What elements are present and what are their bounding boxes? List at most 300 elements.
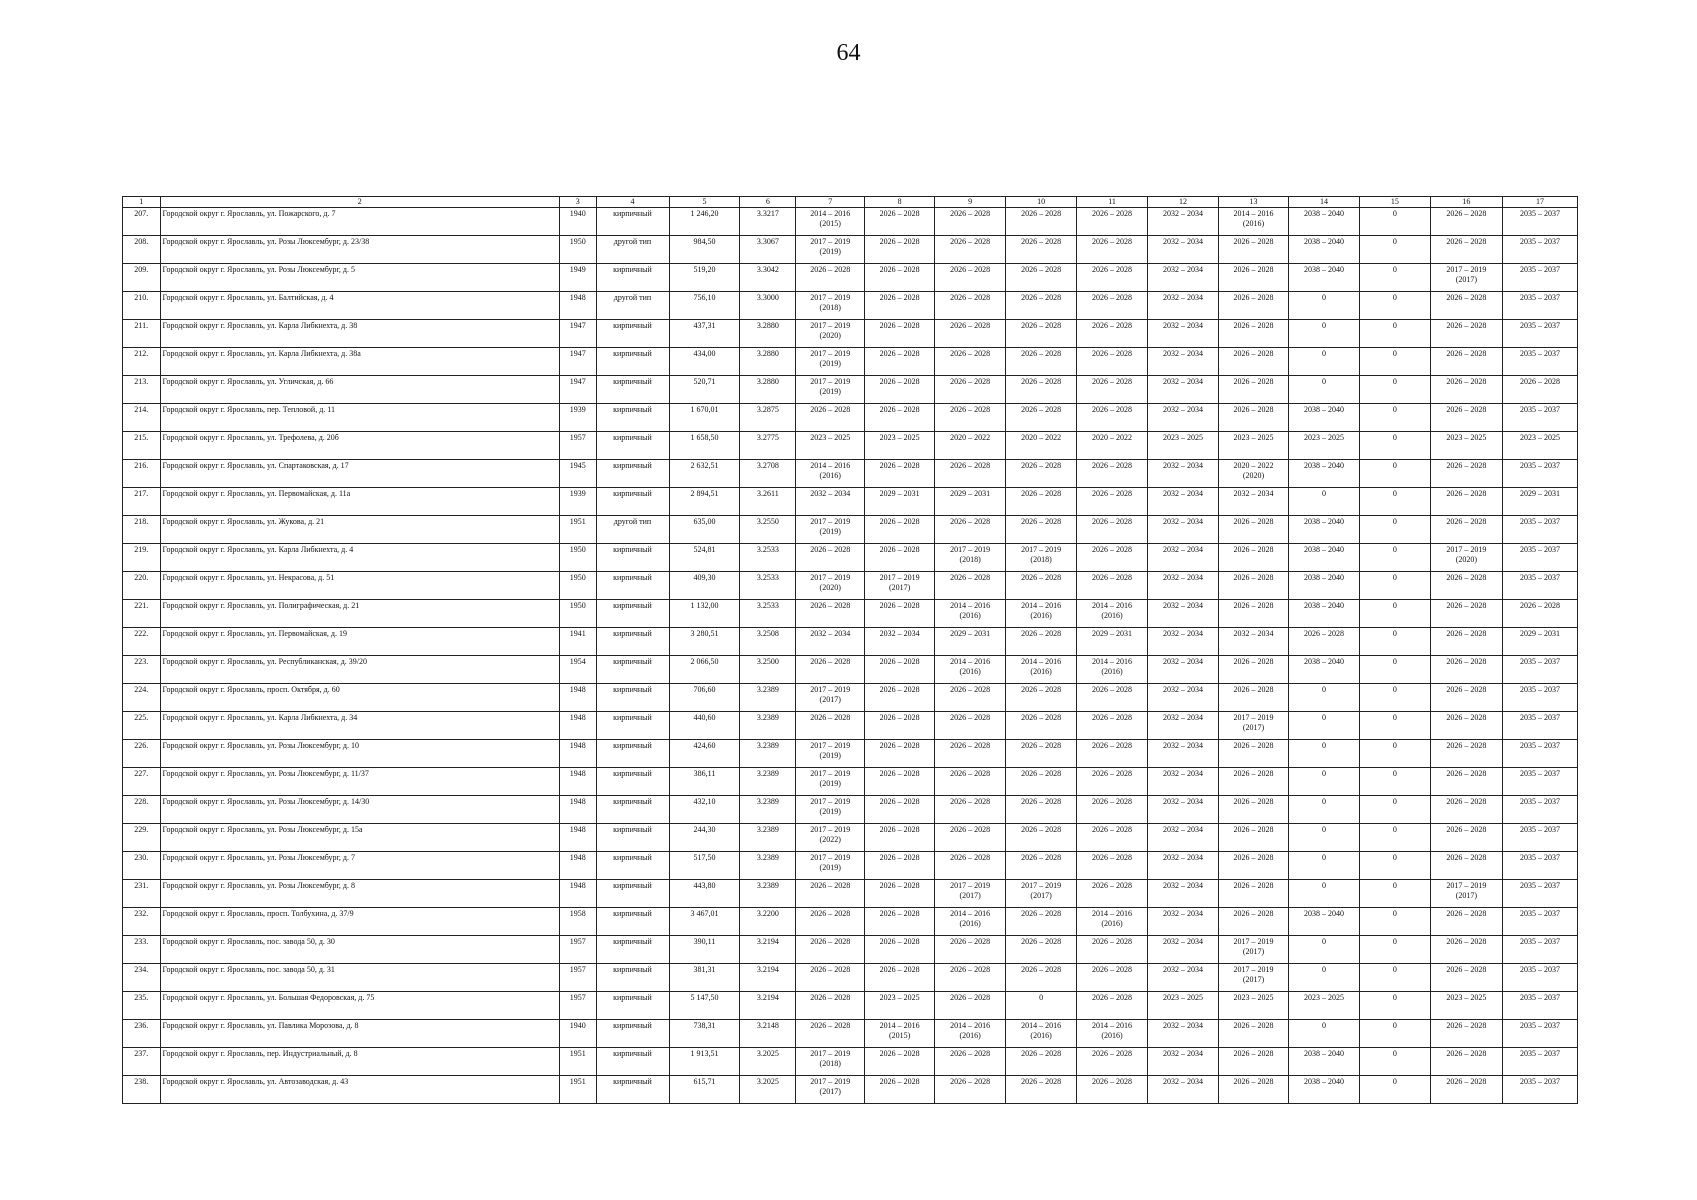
table-cell: 3.2389: [740, 712, 796, 740]
table-cell: 217.: [123, 488, 161, 516]
table-cell: 1950: [560, 544, 597, 572]
table-cell: 0: [1359, 572, 1430, 600]
table-cell: 0: [1288, 796, 1359, 824]
table-cell: 2026 – 2028: [865, 516, 935, 544]
table-row: [123, 852, 1578, 880]
table-cell: 0: [1359, 628, 1430, 656]
table-cell: 2026 – 2028: [865, 852, 935, 880]
table-cell: 2023 – 2025: [1148, 432, 1219, 460]
table-cell: 2026 – 2028: [1006, 796, 1077, 824]
table-cell: 2017 – 2019 (2017): [1219, 936, 1289, 964]
table-cell: 2026 – 2028: [796, 936, 865, 964]
table-cell: 2026 – 2028: [935, 768, 1006, 796]
table-cell: 2032 – 2034: [1148, 852, 1219, 880]
table-cell: 2 632,51: [669, 460, 740, 488]
table-cell: 0: [1359, 320, 1430, 348]
table-cell: 0: [1359, 600, 1430, 628]
table-cell: 2026 – 2028: [865, 684, 935, 712]
table-cell: 2035 – 2037: [1502, 964, 1577, 992]
table-cell: 2017 – 2019 (2019): [796, 796, 865, 824]
table-cell: 386,11: [669, 768, 740, 796]
table-cell: 2026 – 2028: [1430, 628, 1502, 656]
table-cell: 0: [1359, 908, 1430, 936]
table-row: [123, 572, 1578, 600]
table-cell: 2026 – 2028: [1077, 404, 1148, 432]
table-cell: 2023 – 2025: [1219, 432, 1289, 460]
table-row: [123, 292, 1578, 320]
table-cell: 2035 – 2037: [1502, 404, 1577, 432]
table-cell: Городской округ г. Ярославль, ул. Павлика Морозова, д. 8: [160, 1020, 559, 1048]
table-cell: 0: [1359, 740, 1430, 768]
table-cell: 2026 – 2028: [1430, 740, 1502, 768]
table-cell: кирпичный: [596, 992, 669, 1020]
table-cell: 2026 – 2028: [1219, 1048, 1289, 1076]
table-cell: 2029 – 2031: [865, 488, 935, 516]
table-cell: 0: [1359, 1076, 1430, 1104]
table-cell: 2026 – 2028: [865, 936, 935, 964]
table-cell: 2014 – 2016 (2016): [935, 908, 1006, 936]
table-cell: 2026 – 2028: [1077, 572, 1148, 600]
table-cell: 2026 – 2028: [935, 460, 1006, 488]
table-cell: 2032 – 2034: [1148, 572, 1219, 600]
table-cell: 0: [1359, 460, 1430, 488]
table-cell: 2026 – 2028: [1077, 964, 1148, 992]
column-header: 11: [1077, 197, 1148, 208]
table-cell: 2026 – 2028: [796, 964, 865, 992]
table-cell: 2035 – 2037: [1502, 348, 1577, 376]
table-cell: 0: [1288, 768, 1359, 796]
table-cell: 2026 – 2028: [865, 908, 935, 936]
table-cell: 228.: [123, 796, 161, 824]
table-cell: 2026 – 2028: [865, 264, 935, 292]
table-cell: 2035 – 2037: [1502, 292, 1577, 320]
table-cell: 2038 – 2040: [1288, 544, 1359, 572]
table-cell: 2026 – 2028: [1219, 740, 1289, 768]
table-cell: Городской округ г. Ярославль, ул. Угличская, д. 66: [160, 376, 559, 404]
table-cell: 2026 – 2028: [1219, 656, 1289, 684]
table-cell: 2026 – 2028: [1219, 908, 1289, 936]
table-cell: 2026 – 2028: [1430, 292, 1502, 320]
table-cell: 2032 – 2034: [1148, 1076, 1219, 1104]
table-cell: 0: [1288, 880, 1359, 908]
table-cell: 0: [1288, 964, 1359, 992]
table-cell: 2032 – 2034: [1148, 348, 1219, 376]
table-cell: 1950: [560, 236, 597, 264]
table-cell: 524,81: [669, 544, 740, 572]
table-cell: 2032 – 2034: [1148, 628, 1219, 656]
table-cell: 2026 – 2028: [935, 1048, 1006, 1076]
table-row: [123, 404, 1578, 432]
table-cell: Городской округ г. Ярославль, ул. Карла Либкнехта, д. 38: [160, 320, 559, 348]
table-cell: 0: [1288, 824, 1359, 852]
table-row: [123, 544, 1578, 572]
table-cell: 2038 – 2040: [1288, 516, 1359, 544]
table-cell: 2017 – 2019 (2019): [796, 236, 865, 264]
table-cell: 2035 – 2037: [1502, 544, 1577, 572]
table-cell: 1 658,50: [669, 432, 740, 460]
table-cell: 3.2148: [740, 1020, 796, 1048]
table-cell: кирпичный: [596, 600, 669, 628]
table-cell: 3.2880: [740, 320, 796, 348]
table-cell: 2026 – 2028: [796, 404, 865, 432]
table-cell: 0: [1359, 208, 1430, 236]
table-cell: 2026 – 2028: [865, 544, 935, 572]
table-cell: 0: [1359, 824, 1430, 852]
table-header-row: [123, 197, 1578, 208]
table-cell: 2017 – 2019 (2019): [796, 852, 865, 880]
table-cell: 2014 – 2016 (2016): [1077, 908, 1148, 936]
table-cell: 2014 – 2016 (2016): [1077, 1020, 1148, 1048]
table-cell: 1957: [560, 936, 597, 964]
table-cell: 2032 – 2034: [796, 488, 865, 516]
table-cell: 2035 – 2037: [1502, 264, 1577, 292]
table-cell: 2026 – 2028: [1430, 488, 1502, 516]
table-cell: 2026 – 2028: [796, 712, 865, 740]
table-cell: 2026 – 2028: [935, 684, 1006, 712]
table-cell: 220.: [123, 572, 161, 600]
table-cell: 2026 – 2028: [1077, 824, 1148, 852]
table-cell: Городской округ г. Ярославль, ул. Первомайская, д. 11а: [160, 488, 559, 516]
table-row: [123, 796, 1578, 824]
table-cell: 1 246,20: [669, 208, 740, 236]
table-cell: 2035 – 2037: [1502, 572, 1577, 600]
table-cell: 2035 – 2037: [1502, 320, 1577, 348]
table-cell: 223.: [123, 656, 161, 684]
table-cell: 2032 – 2034: [1148, 236, 1219, 264]
table-cell: 2026 – 2028: [1006, 1048, 1077, 1076]
table-row: [123, 1020, 1578, 1048]
table-cell: 216.: [123, 460, 161, 488]
table-cell: 1947: [560, 376, 597, 404]
column-header: 4: [596, 197, 669, 208]
table-cell: 2026 – 2028: [1006, 404, 1077, 432]
table-cell: 0: [1006, 992, 1077, 1020]
table-cell: 2023 – 2025: [1430, 432, 1502, 460]
table-cell: 756,10: [669, 292, 740, 320]
table-cell: 2026 – 2028: [1430, 208, 1502, 236]
table-cell: 2029 – 2031: [935, 628, 1006, 656]
table-cell: 2032 – 2034: [1148, 964, 1219, 992]
table-cell: 1945: [560, 460, 597, 488]
table-cell: 2026 – 2028: [865, 600, 935, 628]
table-cell: 2026 – 2028: [1219, 292, 1289, 320]
table-cell: Городской округ г. Ярославль, ул. Балтийская, д. 4: [160, 292, 559, 320]
table-cell: 2026 – 2028: [1077, 880, 1148, 908]
column-header: 14: [1288, 197, 1359, 208]
table-cell: Городской округ г. Ярославль, пер. Тепловой, д. 11: [160, 404, 559, 432]
table-cell: 2026 – 2028: [865, 236, 935, 264]
table-cell: 2026 – 2028: [1006, 936, 1077, 964]
table-cell: 2032 – 2034: [1148, 768, 1219, 796]
table-cell: 0: [1288, 320, 1359, 348]
table-cell: 3 280,51: [669, 628, 740, 656]
table-cell: 213.: [123, 376, 161, 404]
table-row: [123, 600, 1578, 628]
table-cell: 2035 – 2037: [1502, 1048, 1577, 1076]
table-cell: Городской округ г. Ярославль, ул. Розы Люксембург, д. 10: [160, 740, 559, 768]
table-cell: 2026 – 2028: [1430, 908, 1502, 936]
table-cell: 3.2389: [740, 684, 796, 712]
table-cell: 1939: [560, 488, 597, 516]
table-cell: кирпичный: [596, 824, 669, 852]
table-cell: 2 066,50: [669, 656, 740, 684]
table-cell: 2026 – 2028: [935, 292, 1006, 320]
column-header: 13: [1219, 197, 1289, 208]
table-cell: 2026 – 2028: [1077, 264, 1148, 292]
table-cell: 2026 – 2028: [1077, 992, 1148, 1020]
table-cell: 2023 – 2025: [796, 432, 865, 460]
table-cell: 2032 – 2034: [1148, 208, 1219, 236]
table-cell: 520,71: [669, 376, 740, 404]
table-cell: 2014 – 2016 (2016): [1077, 656, 1148, 684]
table-cell: 2026 – 2028: [865, 1048, 935, 1076]
table-row: [123, 376, 1578, 404]
table-cell: 2026 – 2028: [1006, 516, 1077, 544]
table-cell: 2026 – 2028: [865, 320, 935, 348]
table-cell: 2017 – 2019 (2020): [796, 320, 865, 348]
table-cell: 2026 – 2028: [935, 964, 1006, 992]
table-cell: 2023 – 2025: [1219, 992, 1289, 1020]
table-cell: 2026 – 2028: [1077, 488, 1148, 516]
table-cell: 2038 – 2040: [1288, 600, 1359, 628]
table-row: [123, 964, 1578, 992]
table-cell: 984,50: [669, 236, 740, 264]
table-cell: 2026 – 2028: [1077, 320, 1148, 348]
table-cell: 0: [1359, 1020, 1430, 1048]
table-cell: 2026 – 2028: [1430, 656, 1502, 684]
table-cell: 1958: [560, 908, 597, 936]
table-cell: 1950: [560, 572, 597, 600]
table-cell: 2032 – 2034: [1148, 1048, 1219, 1076]
table-cell: 2026 – 2028: [935, 936, 1006, 964]
table-row: [123, 628, 1578, 656]
table-cell: 2026 – 2028: [1077, 712, 1148, 740]
table-cell: 2023 – 2025: [1148, 992, 1219, 1020]
table-cell: 2026 – 2028: [865, 404, 935, 432]
table-cell: 2014 – 2016 (2016): [935, 1020, 1006, 1048]
table-cell: 2032 – 2034: [1148, 376, 1219, 404]
table-cell: кирпичный: [596, 460, 669, 488]
table-cell: 0: [1288, 348, 1359, 376]
table-cell: 2032 – 2034: [1148, 404, 1219, 432]
table-cell: 3.2389: [740, 768, 796, 796]
table-cell: 2026 – 2028: [1219, 796, 1289, 824]
table-cell: кирпичный: [596, 544, 669, 572]
table-cell: 2026 – 2028: [796, 908, 865, 936]
table-cell: 2026 – 2028: [1077, 1048, 1148, 1076]
table-cell: 2026 – 2028: [865, 712, 935, 740]
column-header: 12: [1148, 197, 1219, 208]
table-cell: Городской округ г. Ярославль, ул. Пожарского, д. 7: [160, 208, 559, 236]
table-row: [123, 740, 1578, 768]
table-cell: 2026 – 2028: [865, 1076, 935, 1104]
table-row: [123, 432, 1578, 460]
table-cell: 424,60: [669, 740, 740, 768]
table-row: [123, 936, 1578, 964]
column-header: 6: [740, 197, 796, 208]
table-cell: 2026 – 2028: [1219, 852, 1289, 880]
table-cell: 1947: [560, 348, 597, 376]
table-cell: 390,11: [669, 936, 740, 964]
table-cell: 2026 – 2028: [865, 460, 935, 488]
table-cell: 1957: [560, 964, 597, 992]
table-cell: 2026 – 2028: [1077, 544, 1148, 572]
table-cell: 3.2389: [740, 824, 796, 852]
table-cell: 2017 – 2019 (2019): [796, 376, 865, 404]
table-cell: 219.: [123, 544, 161, 572]
table-cell: 2026 – 2028: [865, 656, 935, 684]
table-cell: кирпичный: [596, 628, 669, 656]
table-cell: 227.: [123, 768, 161, 796]
table-cell: 2026 – 2028: [865, 824, 935, 852]
table-cell: кирпичный: [596, 1076, 669, 1104]
table-cell: кирпичный: [596, 432, 669, 460]
table-cell: 2026 – 2028: [1430, 1020, 1502, 1048]
table-cell: 2026 – 2028: [1006, 460, 1077, 488]
table-cell: 2026 – 2028: [865, 348, 935, 376]
table-cell: 2026 – 2028: [935, 208, 1006, 236]
table-cell: 2026 – 2028: [796, 880, 865, 908]
column-header: 16: [1430, 197, 1502, 208]
table-cell: 1950: [560, 600, 597, 628]
table-cell: 2035 – 2037: [1502, 908, 1577, 936]
table-cell: 1948: [560, 824, 597, 852]
table-cell: 2026 – 2028: [1006, 320, 1077, 348]
table-cell: 226.: [123, 740, 161, 768]
table-cell: 2014 – 2016 (2015): [796, 208, 865, 236]
table-cell: 2026 – 2028: [1077, 236, 1148, 264]
table-cell: 230.: [123, 852, 161, 880]
table-cell: 2026 – 2028: [935, 516, 1006, 544]
table-cell: 3.3217: [740, 208, 796, 236]
table-cell: 2026 – 2028: [935, 1076, 1006, 1104]
table-cell: 2026 – 2028: [935, 404, 1006, 432]
table-cell: 2026 – 2028: [865, 796, 935, 824]
table-cell: 236.: [123, 1020, 161, 1048]
page-number: 64: [836, 40, 861, 66]
table-cell: 2026 – 2028: [1430, 516, 1502, 544]
table-cell: 2038 – 2040: [1288, 908, 1359, 936]
table-cell: 2035 – 2037: [1502, 768, 1577, 796]
table-cell: 2026 – 2028: [1006, 740, 1077, 768]
table-cell: 2026 – 2028: [865, 964, 935, 992]
table-cell: 1948: [560, 292, 597, 320]
table-cell: 2023 – 2025: [1430, 992, 1502, 1020]
table-cell: 2035 – 2037: [1502, 992, 1577, 1020]
table-cell: 2029 – 2031: [1502, 488, 1577, 516]
table-cell: 2032 – 2034: [1148, 936, 1219, 964]
table-cell: 2026 – 2028: [935, 348, 1006, 376]
table-row: [123, 880, 1578, 908]
table-cell: 0: [1359, 544, 1430, 572]
table-cell: 3.2194: [740, 992, 796, 1020]
table-cell: кирпичный: [596, 656, 669, 684]
table-cell: другой тип: [596, 236, 669, 264]
table-cell: 231.: [123, 880, 161, 908]
table-cell: 2026 – 2028: [1077, 292, 1148, 320]
table-cell: 0: [1359, 656, 1430, 684]
table-cell: 2026 – 2028: [796, 600, 865, 628]
table-cell: 2026 – 2028: [1006, 684, 1077, 712]
table-cell: 2026 – 2028: [865, 768, 935, 796]
table-cell: 0: [1359, 936, 1430, 964]
table-cell: 738,31: [669, 1020, 740, 1048]
column-header: 9: [935, 197, 1006, 208]
table-cell: 2032 – 2034: [1219, 488, 1289, 516]
table-cell: 2026 – 2028: [1219, 236, 1289, 264]
table-cell: Городской округ г. Ярославль, просп. Толбухина, д. 37/9: [160, 908, 559, 936]
table-cell: 1951: [560, 516, 597, 544]
column-header: 15: [1359, 197, 1430, 208]
table-cell: 2026 – 2028: [1219, 264, 1289, 292]
table-cell: кирпичный: [596, 964, 669, 992]
table-cell: кирпичный: [596, 488, 669, 516]
column-header: 5: [669, 197, 740, 208]
table-cell: 2035 – 2037: [1502, 656, 1577, 684]
table-cell: 2026 – 2028: [935, 712, 1006, 740]
table-cell: 2026 – 2028: [1077, 348, 1148, 376]
table-cell: 0: [1359, 964, 1430, 992]
table-row: [123, 1076, 1578, 1104]
table-cell: 2026 – 2028: [935, 236, 1006, 264]
housing-table: [122, 196, 1578, 1104]
table-cell: Городской округ г. Ярославль, ул. Розы Люксембург, д. 8: [160, 880, 559, 908]
table-cell: 2026 – 2028: [1219, 600, 1289, 628]
table-cell: 2026 – 2028: [1219, 544, 1289, 572]
table-cell: 2026 – 2028: [1430, 796, 1502, 824]
table-cell: 3.2194: [740, 964, 796, 992]
table-cell: 2032 – 2034: [1148, 544, 1219, 572]
column-header: 7: [796, 197, 865, 208]
table-cell: 0: [1288, 740, 1359, 768]
table-cell: кирпичный: [596, 404, 669, 432]
table-cell: 2026 – 2028: [1219, 572, 1289, 600]
table-cell: Городской округ г. Ярославль, ул. Некрасова, д. 51: [160, 572, 559, 600]
table-cell: Городской округ г. Ярославль, ул. Розы Люксембург, д. 15а: [160, 824, 559, 852]
table-cell: 2026 – 2028: [935, 264, 1006, 292]
table-cell: 2026 – 2028: [1077, 768, 1148, 796]
table-cell: 3.2389: [740, 740, 796, 768]
table-cell: 2026 – 2028: [1077, 1076, 1148, 1104]
table-cell: 0: [1359, 992, 1430, 1020]
table-cell: 208.: [123, 236, 161, 264]
table-cell: кирпичный: [596, 264, 669, 292]
table-cell: 0: [1288, 684, 1359, 712]
table-cell: кирпичный: [596, 208, 669, 236]
table-cell: 5 147,50: [669, 992, 740, 1020]
table-cell: 2026 – 2028: [1430, 684, 1502, 712]
table-cell: 1954: [560, 656, 597, 684]
table-cell: 1948: [560, 768, 597, 796]
table-cell: 1941: [560, 628, 597, 656]
table-cell: 2026 – 2028: [1219, 824, 1289, 852]
table-cell: кирпичный: [596, 768, 669, 796]
table-cell: 2026 – 2028: [1430, 768, 1502, 796]
table-cell: 2026 – 2028: [1006, 712, 1077, 740]
table-row: [123, 992, 1578, 1020]
column-header: 17: [1502, 197, 1577, 208]
table-cell: 2026 – 2028: [865, 880, 935, 908]
table-row: [123, 208, 1578, 236]
table-cell: кирпичный: [596, 880, 669, 908]
table-cell: кирпичный: [596, 376, 669, 404]
table-cell: 2035 – 2037: [1502, 684, 1577, 712]
table-cell: 2026 – 2028: [935, 740, 1006, 768]
table-cell: 2017 – 2019 (2017): [1219, 712, 1289, 740]
table-cell: 3.2533: [740, 572, 796, 600]
table-cell: 3.2550: [740, 516, 796, 544]
table-cell: 3.2389: [740, 880, 796, 908]
